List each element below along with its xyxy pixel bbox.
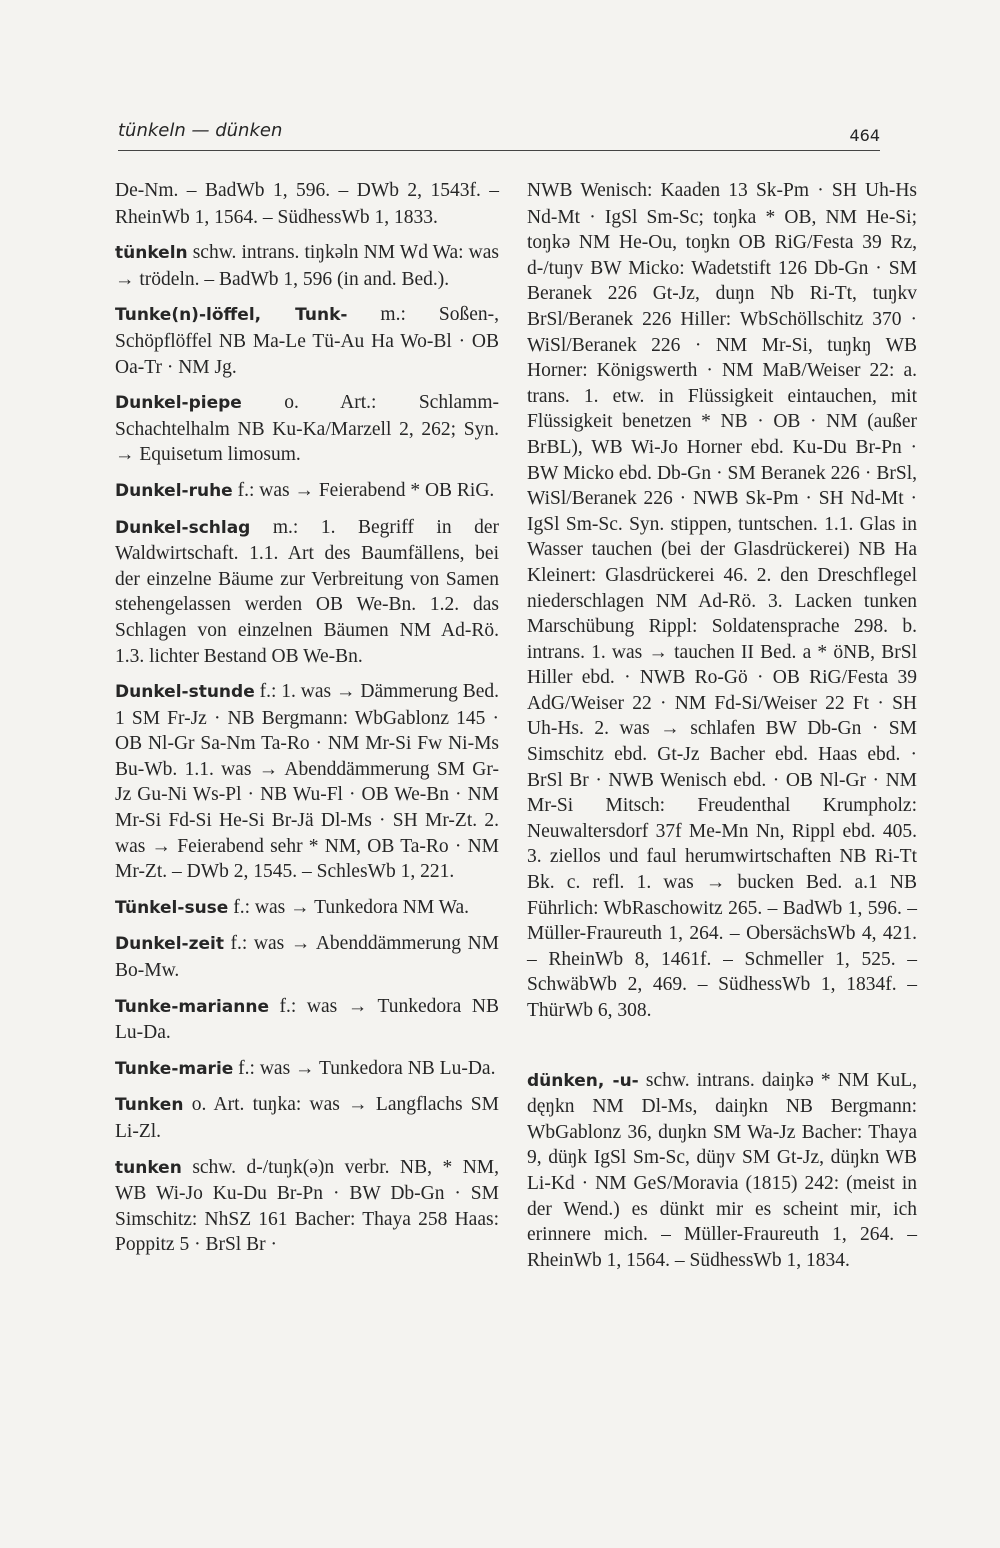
entry-body: f.: was → Tunkedora NB Lu-Da. [115,995,499,1044]
entry-spacer [527,1034,917,1068]
dictionary-entry [115,1155,499,1258]
dictionary-entry [115,994,499,1046]
entry-body: m.: Soßen-, Schöpflöffel NB Ma-Le Tü-Au Ha Wo-Bl · OB Oa-Tr · NM Jg. [115,304,499,378]
entry-body: f.: was → Tunkedora NM Wa. [228,896,470,918]
entry-lemma: Tunken [115,1095,184,1116]
dictionary-entry [115,302,499,380]
right-column [527,178,917,1283]
entry-lemma: Tünkel-suse [115,897,229,918]
dictionary-entry [527,1068,917,1274]
dictionary-entry [115,478,499,505]
entry-lemma: tunken [115,1157,182,1178]
entry-body: f.: was → Tunkedora NB Lu-Da. [233,1057,496,1079]
dictionary-entry [115,931,499,983]
entry-lemma: Dunkel-piepe [115,393,242,414]
running-header [118,120,880,151]
entry-body: schw. intrans. daiŋkə * NM KuL, dęŋkn NM Dl-Ms, daiŋkn NB Bergmann: WbGablonz 36, duŋkn SM Wa-Jz Bacher: Thaya 9, düŋk IgSl Sm-Sc, düŋv SM Gt-Jz, düŋkn WB Li-Kd · NM GeS/Moravia (1815) 242: (meist in der Wend.) es dünkt mir es scheint mir, ich erinnere mich. – Müller-Fraureuth 1, 264. – RheinWb 1, 1564. – SüdhessWb 1, 1834. [527,1069,917,1271]
entry-lemma: tünkeln [115,243,188,264]
dictionary-entry [115,679,499,885]
page-number: 464 [849,126,880,145]
dictionary-entry [115,1092,499,1144]
entry-body: o. Art. tuŋka: was → Langflachs SM Li-Zl. [115,1094,499,1142]
dictionary-entry [115,895,499,922]
entry-body: m.: 1. Begriff in der Waldwirtschaft. 1.1. Art des Baumfällens, bei der einzelne Bäume zur Verbreitung von Samen stehengelassen werden OB We-Bn. 1.2. das Schlagen von einzelnen Bäumen NM Ad-Rö. 1.3. lichter Bestand OB We-Bn. [115,516,499,667]
dictionary-entry [115,515,499,670]
entry-lemma: Dunkel-zeit [115,934,224,955]
entry-lemma: Dunkel-stunde [115,682,255,703]
entry-body: o. Art.: Schlamm-Schachtelhalm NB Ku-Ka/Marzell 2, 262; Syn. → Equisetum limosum. [115,392,499,466]
dictionary-entry [115,240,499,292]
left-column [115,178,499,1268]
entry-lemma: Tunke-marie [115,1058,234,1079]
entry-body: f.: was → Feierabend * OB RiG. [232,479,495,501]
entry-body: De-Nm. – BadWb 1, 596. – DWb 2, 1543f. – RheinWb 1, 1564. – SüdhessWb 1, 1833. [115,180,499,228]
entry-body: NWB Wenisch: Kaaden 13 Sk-Pm · SH Uh-Hs Nd-Mt · IgSl Sm-Sc; toŋka * OB, NM He-Si; toŋkə NM He-Ou, toŋkn OB RiG/Festa 39 Rz, d-/tuŋv BW Micko: Wadetstift 126 Db-Gn · SM Beranek 226 Gt-Jz, duŋn Nb Ri-Tt, tuŋkv BrSl/Beranek 226 Hiller: WbSchöllschitz 370 · WiSl/Beranek 226 · NM Mr-Si, tuŋkŋ WB Horner: Königswerth · NM MaB/Weiser 22: a. trans. 1. etw. in Flüssigkeit eintauchen, mit Flüssigkeit benetzen * NB · OB · NM (außer BrBL), WB Wi-Jo Horner ebd. Ku-Du Br-Pn · BW Micko ebd. Db-Gn · SM Beranek 226 · BrSl, WiSl/Beranek 226 · NWB Sk-Pm · SH Nd-Mt · IgSl Sm-Sc. Syn. stippen, tuntschen. 1.1. Glas in Wasser tauchen (bei der Glasdrückerei) NB Ha Kleinert: Glasdrückerei 46. 2. den Dreschflegel niederschlagen NM Ad-Rö. 3. Lacken tunken Marschübung Rippl: Soldatensprache 298. b. intrans. 1. was → tauchen II Bed. a * öNB, BrSl Hiller ebd. · NWB Ro-Gö · OB RiG/Festa 39 AdG/Weiser 22 · NM Fd-Si/Weiser 22 Ft · SH Uh-Hs. 2. was → schlafen BW Db-Gn · SM Simschitz ebd. Gt-Jz Bacher ebd. Haas ebd. · BrSl Br · NWB Wenisch ebd. · OB Nl-Gr · NM Mr-Si Mitsch: Freudenthal Krumpholz: Neuwaltersdorf 37f Me-Mn Nn, Rippl ebd. 405. 3. ziellos und faul herumwirtschaften NB Ri-Tt Bk. c. refl. 1. was → bucken Bed. a.1 NB Führlich: WbRaschowitz 265. – BadWb 1, 596. – Müller-Fraureuth 1, 264. – ObersächsWb 4, 421. – RheinWb 8, 1461f. – Schmeller 1, 525. – SchwäbWb 2, 469. – SüdhessWb 1, 1834f. – ThürWb 6, 308. [527,180,917,1021]
dictionary-entry [115,178,499,230]
entry-body: schw. intrans. tiŋkəln NM Wd Wa: was → trödeln. – BadWb 1, 596 (in and. Bed.). [115,242,499,290]
header-title: tünkeln — dünken [118,120,283,141]
entry-body: f.: 1. was → Dämmerung Bed. 1 SM Fr-Jz · NB Bergmann: WbGablonz 145 · OB Nl-Gr Sa-Nm Ta-Ro · NM Mr-Si Fw Ni-Ms Bu-Wb. 1.1. was → Abenddämmerung SM Gr-Jz Gu-Ni Ws-Pl · NB Wu-Fl · OB We-Bn · NM Mr-Si Fd-Si He-Si Br-Jä Dl-Ms · SH Mr-Zt. 2. was → Feierabend sehr * NM, OB Ta-Ro · NM Mr-Zt. – DWb 2, 1545. – SchlesWb 1, 221. [115,681,499,883]
entry-body: f.: was → Abenddämmerung NM Bo-Mw. [115,933,499,982]
dictionary-entry [527,178,917,1024]
dictionary-entry [115,390,499,468]
entry-lemma: dünken, -u- [527,1070,639,1091]
entry-lemma: Tunke-marianne [115,996,269,1017]
entry-body: schw. d-/tuŋk(ə)n verbr. NB, * NM, WB Wi-Jo Ku-Du Br-Pn · BW Db-Gn · SM Simschitz: NhSZ 161 Bacher: Thaya 258 Haas: Poppitz 5 · BrSl Br · [115,1156,499,1256]
entry-lemma: Dunkel-schlag [115,517,251,538]
entry-lemma: Tunke(n)-löffel, Tunk- [115,305,348,326]
dictionary-entry [115,1056,499,1083]
entry-lemma: Dunkel-ruhe [115,480,233,501]
